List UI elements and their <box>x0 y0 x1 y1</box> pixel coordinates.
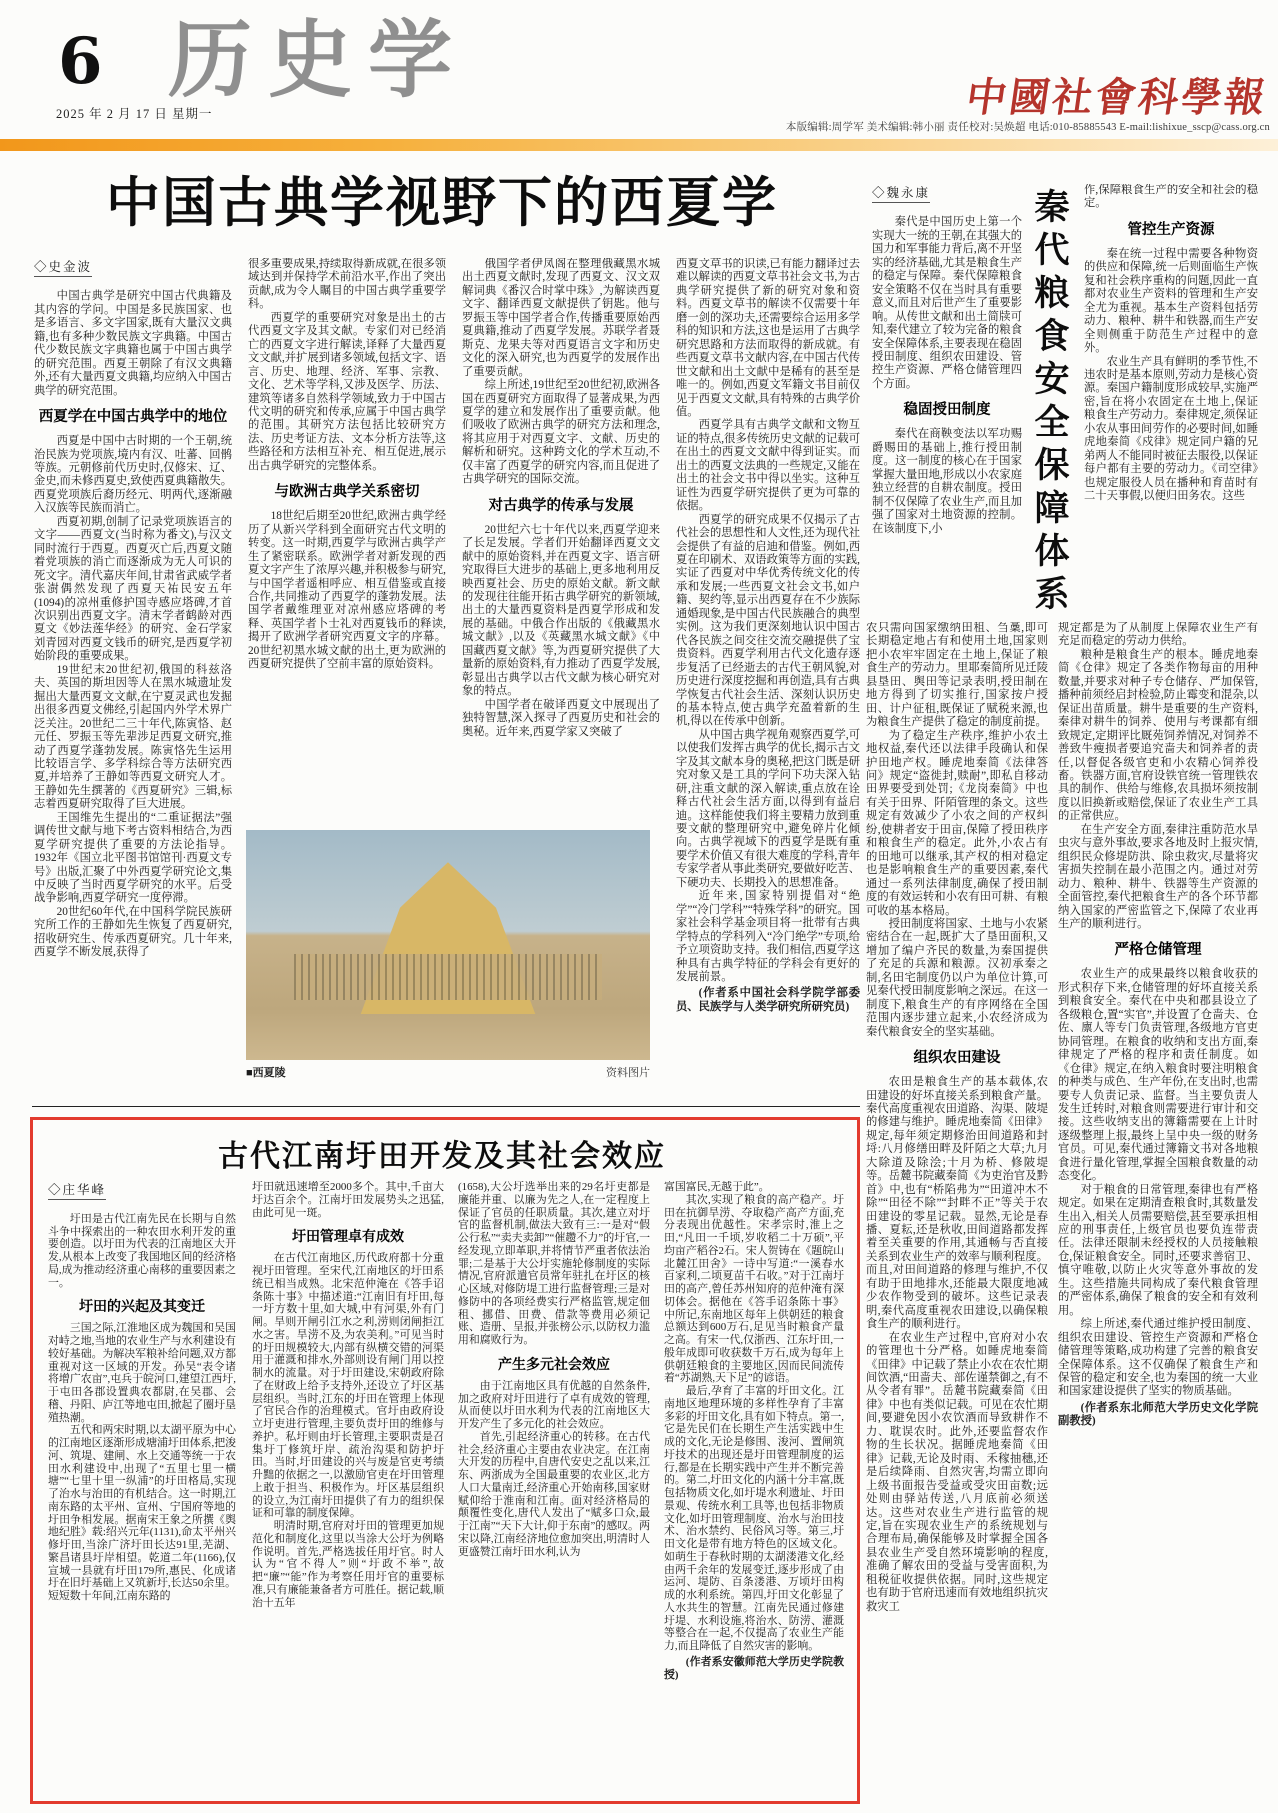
qin-article-column-b-upper <box>1084 184 1258 612</box>
paragraph: 西夏学的重要研究对象是出土的古代西夏文字及其文献。专家们对已经消亡的西夏文字进行解读,译释了大量西夏文文献,并扩展到诸多领域,包括文字、语言、历史、地理、经济、军事、宗教、文化、艺术等学科,又涉及医学、历法、建筑等诸多自然科学领域,致力于中国古代文明的研究和传承,应属于中国古典学的范围。其研究方法包括比较研究方法、历史考证方法、文本分析方法等,这些路径和方法相互补充、相互促进,展示出古典学研究的完整体系。 <box>248 311 446 472</box>
paragraph: 西夏学具有古典学文献和文物互证的特点,很多传统历史文献的记载可在出土的西夏文文献中得到证实。而出土的西夏文法典的一些规定,又能在出土的社会文书中得以坐实。这种互证性为西夏学研究提供了更为可靠的依据。 <box>676 419 860 513</box>
featured-article-column-1 <box>48 1181 236 1787</box>
photo-caption-credit: 资料图片 <box>606 1067 650 1079</box>
article-byline: ◇庄华峰 <box>48 1184 106 1200</box>
paragraph: 在生产安全方面,秦律注重防范水旱虫灾与意外事故,要求各地及时上报灾情,组织民众修堤防洪、除虫救灾,尽量将灾害损失控制在最小范围之内。通过对劳动力、粮种、耕牛、铁器等生产资源的全面管控,秦代把粮食生产的各个环节都纳入国家的严密监管之下,保障了农业再生产的顺利进行。 <box>1058 823 1258 930</box>
qin-article-vertical-headline: 秦代粮食安全保障体系 <box>1030 188 1069 618</box>
section-title: 历史学 <box>168 15 469 108</box>
paragraph: 综上所述,19世纪至20世纪初,欧洲各国在西夏研究方面取得了显著成果,为西夏学的建立和发展作出了重要贡献。他们吸收了欧洲古典学的研究方法和理念,将其应用于对西夏文字、文献、历史的解析和研究。这种跨文化的学术互动,不仅丰富了西夏学的研究内容,而且促进了古典学研究的国际交流。 <box>462 379 660 486</box>
featured-article-column-3 <box>458 1181 650 1787</box>
qin-article-column-a-upper <box>872 184 1022 612</box>
section-subhead: 严格仓储管理 <box>1114 942 1202 959</box>
paragraph: 授田制度将国家、土地与小农紧密结合在一起,既扩大了垦田面积,又增加了编户齐民的数量,为秦国提供了充足的兵源和粮源。汉初承秦之制,名田宅制度仍以户为单位计算,可见秦代授田制度影响之深远。在这一制度下,粮食生产的有序网络在全国范围内逐步建立起来,小农经济成为秦代粮食安全的坚实基础。 <box>866 917 1048 1038</box>
section-subhead: 西夏学在中国古典学中的地位 <box>38 409 228 426</box>
paragraph-continued: 农只需向国家缴纳田租、刍稾,即可长期稳定地占有和使用土地,国家则把小农牢牢固定在土地上,保证了粮食生产的劳动力。里耶秦简所见迁陵县垦田、舆田等记录表明,授田制在地方得到了切实推行,国家按户授田、计户征租,既保证了赋税来源,也为粮食生产提供了稳定的制度前提。 <box>866 622 1048 729</box>
paragraph: 对于粮食的日常管理,秦律也有严格规定。如果在定期清查粮食时,其数量发生出入,相关人员需要赔偿,甚至要承担相应的刑事责任,上级官员也要负连带责任。法律还限制未经授权的人员接触粮仓,保证粮食安全。同时,还要求善宿卫、慎守唯敬,以防止火灾等意外事故的发生。这些措施共同构成了秦代粮食管理的严密体系,确保了粮食的安全和有效利用。 <box>1058 1183 1258 1317</box>
qin-article-column-a-lower <box>866 622 1048 1802</box>
author-note: (作者系安徽师范大学历史学院教授) <box>664 1655 844 1681</box>
qin-article-column-b-lower <box>1058 622 1258 1802</box>
paragraph: 粮种是粮食生产的根本。睡虎地秦简《仓律》规定了各类作物每亩的用种数量,并要求对种子专仓储存、严加保管,播种前须经启封检验,防止霉变和混杂,以保证出苗质量。耕牛是重要的生产资料,秦律对耕牛的饲养、使用与考课都有细致规定,定期评比厩苑饲养情况,对饲养不善致牛瘦损者要追究啬夫和饲养者的责任,以督促各级官吏和小农精心饲养役畜。铁器方面,官府设铁官统一管理铁农具的制作、供给与维修,农具损坏须按制度以旧换新或赔偿,保证了农业生产工具的正常供应。 <box>1058 648 1258 823</box>
paragraph: 秦代是中国历史上第一个实现大一统的王朝,在其强大的国力和军事能力背后,离不开坚实的经济基础,尤其是粮食生产的稳定与保障。秦代保障粮食安全策略不仅在当时具有重要意义,而且对后世产生了重要影响。从传世文献和出土简牍可知,秦代建立了较为完备的粮食安全保障体系,主要表现在稳固授田制度、组织农田建设、管控生产资源、严格仓储管理四个方面。 <box>872 216 1022 390</box>
paragraph: 中国学者在破译西夏文中展现出了独特智慧,深入探寻了西夏历史和社会的奥秘。近年来,西夏学家又突破了 <box>462 698 660 738</box>
main-article-headline: 中国古典学视野下的西夏学 <box>106 173 778 233</box>
paragraph-continued: 很多重要成果,持续取得新成就,在很多领域达到并保持学术前沿水平,作出了突出贡献,成为令人瞩目的中国古典学重要学科。 <box>248 258 446 311</box>
article-byline: ◇史金波 <box>34 261 92 277</box>
paragraph-continued: 规定都是为了从制度上保障农业生产有充足而稳定的劳动力供给。 <box>1058 622 1258 648</box>
paragraph: 农田是粮食生产的基本载体,农田建设的好坏直接关系到粮食产量。秦代高度重视农田道路、沟渠、陂堤的修建与维护。睡虎地秦简《田律》规定,每年须定期修治田间道路和封埒:八月修缮田畔及阡陌之大草;九月大除道及除浍;十月为桥、修陂堤等。岳麓书院藏秦简《为吏治官及黔首》中,也有“桥陷弗为”“田道冲木不除”“田径不除”“封畔不正”等关于农田建设的零星记载。显然,无论是春播、夏耘,还是秋收,田间道路都发挥着至关重要的作用,其通畅与否直接关系到农业生产的效率与顺利程度。而且,对田间道路的修理与维护,不仅有助于田地排水,还能最大限度地减少农作物受到的破坏。这些记录表明,秦代高度重视农田建设,以确保粮食生产的顺利进行。 <box>866 1076 1048 1331</box>
author-note: (作者系东北师范大学历史文化学院副教授) <box>1058 1401 1258 1428</box>
paragraph: 秦在统一过程中需要各种物资的供应和保障,统一后则面临生产恢复和社会秩序重构的问题,因此一直都对农业生产资料的管理和生产安全尤为重视。基本生产资料包括劳动力、粮种、耕牛和铁器,而生产安全则侧重于防范生产过程中的意外。 <box>1084 247 1258 355</box>
main-article-column-2 <box>248 258 446 828</box>
paragraph-continued: 富国富民,无越于此”。 <box>664 1181 770 1193</box>
photo-caption <box>246 1064 650 1080</box>
paragraph: 秦代在商鞅变法以军功赐爵赐田的基础上,推行授田制度。这一制度的核心在于国家掌握大量田地,形成以小农家庭独立经营的自耕农制度。授田制不仅保障了农业生产,而且加强了国家对土地资源的控制。在该制度下,小 <box>872 428 1022 535</box>
page-date: 2025 年 2 月 17 日 星期一 <box>56 107 213 121</box>
paragraph: 农业生产具有鲜明的季节性,不违农时是基本原则,劳动力是核心资源。秦国户籍制度形成较早,实施严密,旨在将小农固定在土地上,保证粮食生产劳动力。秦律规定,须保证小农从事田间劳作的必要时间,如睡虎地秦简《戍律》规定同户籍的兄弟两人不能同时被征去服役,以保证每户都有主要的劳动力。《司空律》也规定服役人员在播种和育苗时有二十天事假,以便归田务农。这些 <box>1084 355 1258 503</box>
paragraph: 王国维先生提出的“二重证据法”强调传世文献与地下考古资料相结合,为西夏学研究提供了重要的方法论指导。1932年《国立北平图书馆馆刊·西夏文专号》出版,汇聚了中外西夏学研究论文,集中反映了当时西夏学研究的水平。后受战争影响,西夏学研究一度停滞。 <box>34 811 232 905</box>
paragraph-continued: 作,保障粮食生产的安全和社会的稳定。 <box>1084 184 1258 210</box>
section-subhead: 稳固授田制度 <box>903 402 991 419</box>
tomb-wall-shape <box>294 954 601 1000</box>
paragraph: 明清时期,官府对圩田的管理更加规范化和制度化,这里以当涂大公圩为例略作说明。首先,严格选拔任用圩官。时人认为“官不得人”则“圩政不举”,故把“廉”“能”作为考察任用圩官的重要标准,只有廉能兼备者方可胜任。据记载,顺治十五年 <box>252 1520 444 1609</box>
paragraph: 中国古典学是研究中国古代典籍及其内容的学问。中国是多民族国家、也是多语言、多文字国家,既有大量汉文典籍,也有多种少数民族文字典籍。中国古代少数民族文字典籍也属于中国古典学的研究范围。西夏王朝除了有汉文典籍外,还有大量西夏文典籍,均应纳入中国古典学的研究范围。 <box>34 290 232 397</box>
section-subhead: 产生多元社会效应 <box>498 1355 610 1372</box>
main-article-column-3 <box>462 258 660 828</box>
paragraph: 西夏是中国中古时期的一个王朝,统治民族为党项族,境内有汉、吐蕃、回鹘等族。元朝修前代历史时,仅修宋、辽、金史,而未修西夏史,致使西夏典籍散失。西夏党项族后裔历经元、明两代,逐渐融入汉族等民族而消亡。 <box>34 435 232 515</box>
section-subhead: 管控生产资源 <box>1127 221 1215 238</box>
paragraph: 从中国古典学视角观察西夏学,可以使我们发挥古典学的优长,揭示古文字及其文献本身的奥秘,把这门既是研究对象又是工具的学问下功夫深入钻研,注重文献的深入解读,重点放在诠释古代社会生活方面,以得到有益启迪。这样能使我们将主要精力放到重要文献的整理研究中,避免碎片化倾向。古典学视域下的西夏学是既有重要学术价值又有很大难度的学科,青年专家学者从事此类研究,要做好吃苦、下硬功夫、长期投入的思想准备。 <box>676 728 860 889</box>
paragraph: 综上所述,秦代通过维护授田制度、组织农田建设、管控生产资源和严格仓储管理等策略,成功构建了完善的粮食安全保障体系。这不仅确保了粮食生产和保管的稳定和安全,也为秦国的统一大业和国家建设提供了坚实的物质基础。 <box>1058 1318 1258 1398</box>
paragraph: 19世纪末20世纪初,俄国的科兹洛夫、英国的斯坦因等人在黑水城遗址发掘出大量西夏文文献,在宁夏灵武也发掘出很多西夏文佛经,引起国内外学术界广泛关注。20世纪二三十年代,陈寅恪、赵元任、罗振玉等先辈涉足西夏文研究,推动了西夏学蓬勃发展。陈寅恪先生运用比较语言学、多学科综合等方法研究西夏,并培养了王静如等西夏文研究人才。王静如先生撰著的《西夏研究》三辑,标志着西夏研究取得了巨大进展。 <box>34 663 232 811</box>
horizontal-rule <box>32 1106 860 1107</box>
paragraph: 为了稳定生产秩序,维护小农土地权益,秦代还以法律手段确认和保护田地产权。睡虎地秦简《法律答问》规定“盗徙封,赎耐”,即私自移动田界要受到处罚;《龙岗秦简》中也有关于田界、阡陌管理的条文。这些规定有效减少了小农之间的产权纠纷,使耕者安于田亩,保障了授田秩序和粮食生产的稳定。此外,小农占有的田地可以继承,其产权的相对稳定也是影响粮食生产的重要因素,秦代通过一系列法律制度,确保了授田制度的有效运转和小农有田可耕、有粮可收的基本格局。 <box>866 729 1048 917</box>
editor-info-line: 本版编辑:周学军 美术编辑:韩小丽 责任校对:吴焕超 电话:010-85885543 E-mail:lishixue_sscp@cass.org.cn <box>785 122 1270 133</box>
newspaper-masthead: 中國社會科學報 <box>963 75 1271 120</box>
paragraph: 近年来,国家特别提倡对“绝学”“冷门学科”“特殊学科”的研究。国家社会科学基金项目将一批带有古典学特点的学科列入“冷门绝学”专项,给予立项资助支持。我们相信,西夏学这种具有古典学特征的学科会有更好的发展前景。 <box>676 890 860 984</box>
section-subhead: 组织农田建设 <box>913 1050 1001 1067</box>
paragraph: 西夏学的研究成果不仅揭示了古代社会的思想性和人文性,还为现代社会提供了有益的启迪和借鉴。例如,西夏在印刷术、双语政策等方面的实践,实证了西夏对中华优秀传统文化的传承和发展;一些西夏文社会文书,如户籍、契约等,显示出西夏存在不少族际通婚现象,是中国古代民族融合的典型实例。这为我们更深刻地认识中国古代各民族之间交往交流交融提供了宝贵资料。西夏学利用古代文化遗存逐步复活了已经逝去的古代王朝风貌,对历史进行深度挖掘和再创造,具有古典学恢复古代社会生活、深刻认识历史的基本特点,使古典学充盈着新的生机,得以在传承中创新。 <box>676 513 860 728</box>
featured-article-headline: 古代江南圩田开发及其社会效应 <box>218 1140 666 1173</box>
paragraph: 五代和两宋时期,以太湖平原为中心的江南地区逐渐形成塘浦圩田体系,把浚河、筑堤、建闸、水上交通等统一于农田水利建设中,出现了“五里七里一横塘”“七里十里一纵浦”的圩田格局,实现了治水与治田的有机结合。这一时期,江南东路的太平州、宣州、宁国府等地的圩田争相发展。据南宋王象之所撰《舆地纪胜》载:绍兴元年(1131),命太平州兴修圩田,当涂广济圩田长达91里,芜湖、繁昌诸县圩岸相望。乾道二年(1166),仅宣城一县就有圩田179所,惠民、化成诸圩在旧圩基础上又筑新圩,长达50余里。短短数十年间,江南东路的 <box>48 1424 236 1602</box>
section-subhead: 与欧洲古典学关系密切 <box>274 484 420 501</box>
paragraph: 首先,引起经济重心的转移。在古代社会,经济重心主要由农业决定。在江南大开发的历程中,自唐代安史之乱以来,江东、两浙成为全国最重要的农业区,北方人口大量南迁,经济重心开始南移,国家财赋仰给于淮南和江南。面对经济格局的颠覆性变化,唐代人发出了“赋多口众,最于江南”“天下大计,仰于东南”的感叹。两宋以降,江南经济地位愈加突出,明清时人更盛赞江南圩田水利,认为 <box>458 1430 650 1558</box>
page-number: 6 <box>58 24 103 99</box>
paragraph: 20世纪60年代,在中国科学院民族研究所工作的王静如先生恢复了西夏研究,招收研究生、传承西夏研究。几十年来,西夏学不断发展,获得了 <box>34 905 232 959</box>
main-article-column-1 <box>34 258 232 1104</box>
featured-article-column-2 <box>252 1181 444 1787</box>
paragraph-continued: (1658),大公圩选举出来的29名圩吏都是廉能并重、以廉为先之人,在一定程度上保证了官员的任职质量。其次,建立对圩官的监督机制,做法大致有三:一是对“假公行私”“卖夫卖卸”“催趱不力”的圩官,一经发现,立即革职,并将情节严重者依法治罪;二是基于大公圩实施轮修制度的实际情况,官府派遣官员常年驻扎在圩区的核心区域,对修防堤工进行监督管理;三是对修防中的各项经费实行严格监管,规定佃租、挪借、田费、借款等费用必须记账、造册、呈报,并张榜公示,以防权力滥用和腐败行为。 <box>458 1181 650 1346</box>
section-subhead: 圩田的兴起及其变迁 <box>79 1298 205 1315</box>
paragraph: 在古代江南地区,历代政府都十分重视圩田管理。至宋代,江南地区的圩田系统已相当成熟。北宋范仲淹在《答手诏条陈十事》中描述道:“江南旧有圩田,每一圩方数十里,如大城,中有河渠,外有门闸。旱则开闸引江水之利,涝则闭闸拒江水之害。旱涝不及,为农美利。”可见当时的圩田规模较大,内部有纵横交错的河渠用于灌溉和排水,外部则设有闸门用以控制水的流量。对于圩田建设,宋朝政府除了在财政上给予支持外,还设立了圩区基层组织。当时,江东的圩田在管理上体现了官民合作的治理模式。官圩由政府设立圩吏进行管理,主要负责圩田的维修与养护。私圩则由圩长管理,主要职责是召集圩丁修筑圩岸、疏治沟渠和防护圩田。当时,圩田建设的兴与废是官吏考绩升黜的依据之一,以激励官吏在圩田管理上敢于担当、积极作为。圩区基层组织的设立,为江南圩田提供了有力的组织保证和可靠的制度保障。 <box>252 1252 444 1520</box>
paragraph-continued: 圩田就迅速增至2000多个。其中,千亩大圩达百余个。江南圩田发展势头之迅猛,由此可见一斑。 <box>252 1181 444 1219</box>
section-subhead: 圩田管理卓有成效 <box>292 1228 404 1245</box>
article-byline: ◇魏永康 <box>872 187 930 203</box>
paragraph-continued: 西夏文草书的识读,已有能力翻译过去难以解读的西夏文草书社会文书,为古典学研究提供了新的研究对象和资料。西夏文草书的解读不仅需要十年磨一剑的深功夫,还需要综合运用多学科的知识和方法,这也是运用了古典学研究思路和方法而取得的新成就。有些西夏文草书文献内容,在中国古代传世文献和出土文献中是稀有的甚至是唯一的。例如,西夏文军籍文书目前仅见于西夏文文献,具有特殊的古典学价值。 <box>676 258 860 418</box>
header-divider-bar <box>0 139 1278 151</box>
paragraph: 20世纪六七十年代以来,西夏学迎来了长足发展。学者们开始翻译西夏文文献中的原始资料,并在西夏文字、语言研究取得巨大进步的基础上,更多地利用反映西夏社会、历史的原始文献。新文献的发现往往能开拓古典学研究的新领域,出土的大量西夏资料是西夏学形成和发展的基础。中俄合作出版的《俄藏黑水城文献》,以及《英藏黑水城文献》《中国藏西夏文献》等,为西夏研究提供了大量新的原始资料,有力推动了西夏学发展,彰显出古典学以古代文献为核心研究对象的特点。 <box>462 523 660 698</box>
xixia-tomb-photo <box>246 830 650 1060</box>
paragraph: 圩田是古代江南先民在长期与自然斗争中探索出的一种农田水利开发的重要创造。以圩田为代表的江南地区大开发,从根本上改变了我国地区间的经济格局,成为推动经济重心南移的重要因素之一。 <box>48 1212 236 1289</box>
paragraph: 在农业生产过程中,官府对小农的管理也十分严格。如睡虎地秦简《田律》中记载了禁止小农在农忙期间饮酒,“田啬夫、部佐谨禁御之,有不从令者有罪”。岳麓书院藏秦简《田律》中也有类似记载。可见在农忙期间,要避免因小农饮酒而导致耕作不力、耽误农时。此外,还要监督农作物的生长状况。据睡虎地秦简《田律》记载,无论及时雨、禾稼抽穗,还是后续降雨、自然灾害,均需立即向上级书面报告受益或受灾田亩数;远处则由驿站传送,八月底前必须送达。这些对农业生产进行监管的规定,旨在实现农业生产的系统规划与合理布局,确保能够及时掌握全国各县农业生产受自然环境影响的程度,准确了解农田的受益与受害面积,为租税征收提供依据。同时,这些规定也有助于官府迅速而有效地组织抗灾救灾工 <box>866 1331 1048 1613</box>
section-subhead: 对古典学的传承与发展 <box>488 497 634 514</box>
photo-caption-title: ■西夏陵 <box>246 1067 286 1079</box>
main-article-column-4 <box>676 258 860 1104</box>
paragraph: 其次,实现了粮食的高产稳产。圩田在抗御旱涝、夺取稳产高产方面,充分表现出优越性。宋孝宗时,淮上之田,“凡田一千顷,岁收稻二十万硕”,平均亩产稻谷2石。宋人贺铸在《题皖山北麓江田舍》一诗中写道:“一溪春水百家利,二顷夏苗千石收。”对于江南圩田的高产,曾任苏州知府的范仲淹有深切体会。据他在《答手诏条陈十事》中所记,东南地区每年上供朝廷的粮食总额达到600万石,足见当时粮食产量之高。有宋一代,仅浙西、江东圩田,一般年成即可收获数千万石,成为每年上供朝廷粮食的主要地区,因而民间流传着“苏湖熟,天下足”的谚语。 <box>664 1193 844 1385</box>
paragraph: 最后,孕育了丰富的圩田文化。江南地区地理环境的多样性孕育了丰富多彩的圩田文化,具有如下特点。第一,它是先民们在长期生产生活实践中生成的文化,无论是修围、浚河、置闸筑圩技术的出现还是圩田管理制度的运行,都是在长期实践中产生并不断完善的。第二,圩田文化的内涵十分丰富,既包括物质文化,如圩堤水利遗址、圩田景观、传统水利工具等,也包括非物质文化,如圩田管理制度、治水与治田技术、治水禁约、民俗风习等。第三,圩田文化是带有地方特色的区域文化。如萌生于春秋时期的太湖溇港文化,经由两千余年的发展变迁,逐步形成了由运河、堤防、百条溇港、万顷圩田构成的水利系统。第四,圩田文化彰显了人水共生的智慧。江南先民通过修建圩堤、水利设施,将治水、防涝、灌溉等整合在一起,不仅提高了农业生产能力,而且降低了自然灾害的影响。 <box>664 1385 844 1652</box>
paragraph: 农业生产的成果最终以粮食收获的形式积存下来,仓储管理的好坏直接关系到粮食安全。秦代在中央和郡县设立了各级粮仓,置“实官”,并设置了仓啬夫、仓佐、廪人等专门负责管理,各级地方官吏协同管理。在粮食的收纳和支出方面,秦律规定了严格的程序和责任制度。如《仓律》规定,在纳入粮食时要注明粮食的种类与成色、生产年份,在支出时,也需要专人负责记录、监督。当主要负责人发生迁转时,对粮食则需要进行审计和交接。这些收纳支出的簿籍需要在上计时逐级整理上报,最终上呈中央一级的财务官员。可见,秦代通过簿籍文书对各地粮食进行量化管理,掌握全国粮食数量的动态变化。 <box>1058 968 1258 1183</box>
paragraph: 俄国学者伊凤阁在整理俄藏黑水城出土西夏文献时,发现了西夏文、汉文双解词典《番汉合时掌中珠》,为解读西夏文字、翻译西夏文献提供了钥匙。他与罗振玉等中国学者合作,传播重要原始西夏典籍,推动了西夏学发展。苏联学者聂斯克、龙果夫等对西夏语言文字和历史文化的深入研究,也为西夏学的发展作出了重要贡献。 <box>462 258 660 378</box>
featured-article-column-4 <box>664 1181 844 1787</box>
author-note: (作者系中国社会科学院学部委员、民族学与人类学研究所研究员) <box>676 987 860 1013</box>
paragraph: 三国之际,江淮地区成为魏国和吴国对峙之地,当地的农业生产与水利建设有较好基础。为解决军粮补给问题,双方都重视对这一区域的开发。孙吴“表令诸将增广农亩”,屯兵于皖河口,建望江西圩,于屯田各郡设置典农都尉,在吴郡、会稽、丹阳、庐江等地屯田,掀起了圈圩垦殖热潮。 <box>48 1322 236 1424</box>
paragraph: 西夏初期,创制了记录党项族语言的文字——西夏文(当时称为番文),与汉文同时流行于西夏。西夏灭亡后,西夏文随着党项族的消亡而逐渐成为无人可识的死文字。清代嘉庆年间,甘肃省武威学者张澍偶然发现了西夏天祐民安五年(1094)的凉州重修护国寺感应塔碑,才首次识别出西夏文字。清末学者鹤龄对西夏文《妙法莲华经》的研究、金石学家刘青园对西夏文钱币的研究,是西夏学初始阶段的重要成果。 <box>34 515 232 663</box>
paragraph: 由于江南地区具有优越的自然条件,加之政府对圩田进行了卓有成效的管理,从而使以圩田水利为代表的江南地区大开发产生了多元化的社会效应。 <box>458 1379 650 1430</box>
paragraph: 18世纪后期至20世纪,欧洲古典学经历了从新兴学科到全面研究古代文明的转变。这一时期,西夏学与欧洲古典学产生了紧密联系。欧洲学者对新发现的西夏文字产生了浓厚兴趣,并积极参与研究,与中国学者遥相呼应、相互借鉴或直接合作,共同推动了西夏学的蓬勃发展。法国学者戴维理亚对凉州感应塔碑的考释、英国学者卜士礼对西夏钱币的释读,揭开了欧洲学者研究西夏文字的序幕。20世纪初黑水城文献的出土,更为欧洲的西夏研究提供了空前丰富的原始资料。 <box>248 510 446 671</box>
